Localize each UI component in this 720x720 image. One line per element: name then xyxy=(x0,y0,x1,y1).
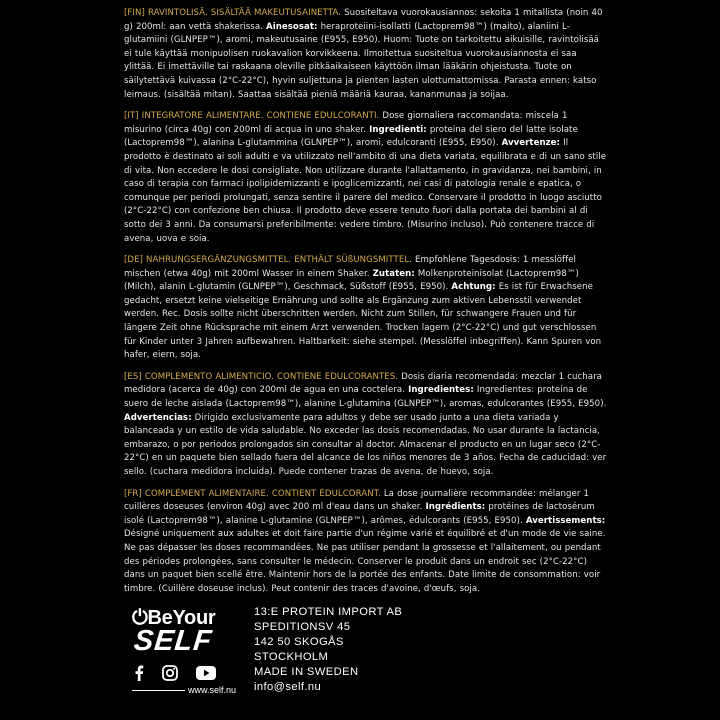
section-text: heraproteiini-isollatti (Lactoprem98™) (maito), alaniini L-glutamiini (GLNPEP™), aromi, makeutusaine (E955, E950). Huom: Tuote on tarkoitettu aikuisille, ravintolisää ei tule käyttää monipuolisen ruokavalion korvikkeena. Ilmoitettua suositeltua vuorokausiannosta ei saa ylittää. Ei imettäville tai raskaana oleville pitkäaikaiseen käyttöön ilman lääkärin ohjeistusta. Tuote on säilytettävä kuivassa (2°C-22°C), hyvin suljettuna ja pienten lasten ulottumattomissa. Parasta ennen: katso leimaus. (sisältää mitan). Saattaa sisältää pieniä määriä kauraa, kananmunaa ja soijaa. xyxy=(124,21,599,100)
origin: MADE IN SWEDEN xyxy=(254,666,359,679)
street: SPEDITIONSV 45 xyxy=(254,621,351,634)
section-text: protéines de lactosérum isolé (Lactoprem98™), alanine L-glutamine (GLNPEP™), arômes, édulcorants (E955, E950). xyxy=(124,502,595,526)
section-de xyxy=(124,254,608,363)
brand-logo xyxy=(132,605,237,695)
city: STOCKHOLM xyxy=(254,651,329,664)
company-address xyxy=(254,605,402,696)
email[interactable]: info@self.nu xyxy=(254,681,322,694)
youtube-icon[interactable] xyxy=(196,666,216,680)
section-keyword: Advertencias: xyxy=(124,412,192,423)
section-text: Désigné uniquement aux adultes et doit faire partie d'un régime varié et équilibré et d'un mode de vie saine. Ne pas dépasser les doses recommandées. Ne pas utiliser pendant la grossesse et l'allaitement, ou pendant des périodes prolongées, sans consulter le médecin. Conserver le produit dans un endroit sec (2°C-22°C) dans un paquet bien scellé être. Maintenir hors de la portée des enfants. Date limite de consommation: voir timbre. (Cuillère doseuse inclus). Peut contenir des traces d'avoine, d'œufs, soja. xyxy=(124,529,606,594)
website-link[interactable]: www.self.nu xyxy=(187,685,236,695)
section-text: Dirigido exclusivamente para adultos y debe ser usado junto a una dieta variada y balanceada y un estilo de vida saludable. No exceder las dosis recomendadas. No usar durante la lactancia, embarazo, o por periodos prolongados sin consultar al doctor. Almacenar el producto en un lugar seco (2°C-22°C) en un paquete bien sellado fuera del alcance de los niños menores de 3 años. Fecha de caducidad: ver sello. (cuchara medidora incluida). Puede contener trazas de avena, de huevo, soja. xyxy=(124,412,607,477)
logo-power-icon: ⏻ xyxy=(132,607,148,629)
website-line xyxy=(132,685,236,695)
section-keyword: Ingredienti: xyxy=(369,124,427,135)
section-text: La dose journalière recommandée: mélanger 1 cuillères doseuses (environ 40g) avec 200 ml d'eau dans un shaker. xyxy=(124,488,590,513)
company-name: 13:E PROTEIN IMPORT AB xyxy=(254,606,403,618)
facebook-icon[interactable] xyxy=(134,665,144,681)
section-es xyxy=(124,371,608,480)
social-icons xyxy=(134,665,216,681)
section-text: Suositeltava vuorokausiannos: sekoita 1 mitallista (noin 40 g) 200ml: aan vettä shakerissa. xyxy=(124,8,603,32)
section-text: Empfohlene Tagesdosis: 1 messlöffel mischen (etwa 40g) mit 200ml Wasser in einem Shaker. xyxy=(124,255,576,279)
section-keyword: Avertissements: xyxy=(525,515,606,526)
divider xyxy=(132,690,185,691)
logo-line1: BeYour xyxy=(147,607,216,629)
section-heading: [FIN] RAVINTOLISÄ. SISÄLTÄÄ MAKEUTUSAINETTA. xyxy=(124,8,341,18)
section-keyword: Avvertenze: xyxy=(501,138,561,149)
section-text: Dosis diaria recomendada: mezclar 1 cuchara medidora (acerca de 40g) con 200ml de agua en una coctelera. xyxy=(124,371,602,396)
section-it xyxy=(124,110,608,246)
section-keyword: Ainesosat: xyxy=(266,21,318,32)
section-keyword: Zutaten: xyxy=(372,268,415,279)
section-keyword: Ingredientes: xyxy=(408,385,474,396)
section-keyword: Achtung: xyxy=(451,282,496,293)
instagram-icon[interactable] xyxy=(162,665,178,681)
section-text: proteina del siero del latte isolate (Lactoprem98™), alanina L-glutammina (GLNPEP™), aromi, edulcoranti (E955, E950). xyxy=(124,124,578,149)
section-fin xyxy=(124,7,608,102)
section-keyword: Ingrédients: xyxy=(425,502,486,513)
section-text: Molkenproteinisolat (Lactoprem98™) (Milch), alanin L-glutamin (GLNPEP™), Geschmack, Süßstoff (E955, E950). xyxy=(124,268,579,293)
logo-line2: SELF xyxy=(132,625,214,657)
section-heading: [DE] NAHRUNGSERGÄNZUNGSMITTEL. ENTHÄLT SÜßUNGSMITTEL. xyxy=(124,255,412,266)
section-heading: [IT] INTEGRATORE ALIMENTARE. CONTIENE EDULCORANTI. xyxy=(124,111,380,122)
section-text: Es ist für Erwachsene gedacht, ersetzt keine vielseitige Ernährung und sollte als Ergänzung zum aktiven Lebensstil verwendet werden. Rec. Dosis sollte nicht überschritten werden. Nicht zum Stillen, für schwangere Frauen und für längere Zeit ohne Rücksprache mit einem Arzt verwenden. Trocken lagern (2°C-22°C) und gut verschlossen für Kinder unter 3 Jahren aufbewahren. Haltbarkeit: siehe stempel. (Messlöffel inbegriffen). Kann Spuren von hafer, eiern, soja. xyxy=(124,282,602,361)
postal-code: 142 50 SKOGÅS xyxy=(254,636,344,649)
section-text: Ingredientes: proteína de suero de leche aislada (Lactoprem98™), alanine L-glutamina (GLNPEP™), aromas, edulcorantes (E955, E950). xyxy=(124,385,607,410)
multilingual-text-area xyxy=(124,7,608,604)
section-text: Il prodotto è destinato ai soli adulti e va utilizzato nell'ambito di una dieta variata, equilibrata e di un sano stile di vita. Non eccedere le dosi consigliate. Non utilizzare durante l'allattamento, in gravidanza, nei bambini, in caso di terapia con farmaci ipolipidemizzanti e ipoglicemizzanti, nei casi di patologia renale e epatica, o comunque per periodi prolungati, senza sentire il parere del medico. Conservare il prodotto in luogo asciutto (2°C-22°C) con confezione ben chiusa. Il prodotto deve essere tenuto fuori dalla portata dei bambini al di sotto dei 3 anni. Da consumarsi preferibilmente: vedere timbro. (Misurino incluso). Può contenere tracce di avena, uova e soia. xyxy=(124,138,607,244)
section-heading: [FR] COMPLÉMENT ALIMENTAIRE. CONTIENT ÉDULCORANT. xyxy=(124,488,381,499)
section-heading: [ES] COMPLEMENTO ALIMENTICIO. CONTIENE EDULCORANTES. xyxy=(124,371,399,382)
section-fr xyxy=(124,488,608,597)
section-text: Dose giornaliera raccomandata: miscela 1 misurino (circa 40g) con 200ml di acqua in uno shaker. xyxy=(124,111,568,135)
